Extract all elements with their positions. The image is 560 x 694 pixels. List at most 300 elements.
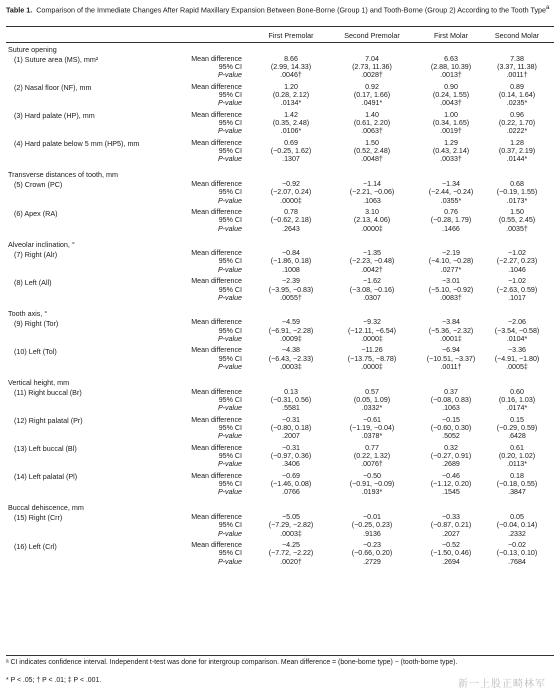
- table-cell: 7.04: [365, 54, 379, 63]
- section-title: Transverse distances of tooth, mm: [8, 170, 118, 180]
- stat-label: 95% CI: [218, 480, 242, 489]
- row-label: (5) Crown (PC): [14, 180, 63, 190]
- table-cell: (−6.91, −2.28): [268, 326, 314, 335]
- table-cell: .0307: [363, 293, 381, 302]
- stat-label: 95% CI: [218, 549, 242, 558]
- stat-label: P-value: [217, 334, 242, 343]
- table-cell: 8.66: [284, 54, 298, 63]
- table-cell: 0.78: [284, 208, 298, 216]
- table-cell: .1307: [282, 155, 300, 164]
- section-title: Tooth axis, °: [8, 308, 48, 318]
- table-cell: .0000‡: [361, 334, 383, 343]
- table-cell: (−0.13, 0.10): [496, 549, 538, 558]
- stat-label: P-value: [217, 196, 242, 205]
- stat-label: Mean difference: [191, 208, 242, 216]
- table-title: Comparison of the Immediate Changes After Rapid Maxillary Expansion Between Bone-Borne (Group 1) and Tooth-Borne (Group 2) According to the Tooth Type: [36, 5, 547, 15]
- stat-line-mean: [0, 249, 560, 257]
- table-cell: −1.02: [508, 277, 526, 286]
- table-cell: .0332*: [361, 404, 383, 413]
- table-cell: .0063†: [361, 127, 383, 136]
- table-cell: .2729: [363, 557, 381, 566]
- table-cell: 3.10: [365, 208, 379, 216]
- table-cell: .1466: [442, 224, 460, 233]
- table-cell: (−1.86, 0.18): [270, 257, 312, 266]
- table-cell: .0235*: [506, 99, 528, 108]
- row-label: (9) Right (Tor): [14, 318, 59, 328]
- stat-line-p: [0, 294, 560, 302]
- stat-line-p: [0, 530, 560, 538]
- footnote-ci: ᵃ CI indicates confidence interval. Independent t-test was done for intergroup comparison. Mean difference = (bone-borne type) − (tooth-borne type).: [6, 659, 458, 666]
- table-cell: −2.39: [282, 277, 300, 286]
- table-cell: .1545: [442, 488, 460, 497]
- table-cell: .0028†: [361, 71, 383, 80]
- stat-line-ci: [0, 257, 560, 265]
- table-cell: −0.50: [363, 471, 381, 480]
- table-cell: .0766: [282, 488, 300, 497]
- table-cell: (0.34, 1.65): [432, 119, 470, 127]
- table-cell: (2.88, 10.39): [430, 62, 472, 71]
- table-cell: −6.94: [442, 346, 460, 355]
- table-cell: .1063: [442, 404, 460, 413]
- stat-label: Mean difference: [191, 249, 242, 258]
- table-cell: .0378*: [361, 432, 383, 441]
- table-cell: (−0.08, 0.83): [430, 395, 472, 404]
- table-cell: 0.18: [510, 471, 524, 480]
- table-cell: .6428: [508, 432, 526, 441]
- table-cell: .5052: [442, 432, 460, 441]
- stat-label: 95% CI: [218, 147, 242, 156]
- stat-line-mean: [0, 139, 560, 147]
- table-cell: (−2.23, −0.48): [349, 257, 395, 266]
- table-cell: 1.42: [284, 110, 298, 119]
- table-cell: (−13.75, −8.78): [347, 354, 397, 363]
- table-cell: .2643: [282, 224, 300, 233]
- stat-line-ci: [0, 549, 560, 557]
- table-cell: .1063: [363, 196, 381, 205]
- stat-label: 95% CI: [218, 326, 242, 335]
- table-cell: .1008: [282, 265, 300, 274]
- table-cell: 1.40: [365, 110, 379, 119]
- table-cell: (−1.46, 0.08): [270, 480, 312, 489]
- stat-line-mean: [0, 318, 560, 326]
- table-cell: (−2.07, 0.24): [270, 188, 312, 197]
- table-cell: (−0.25, 0.23): [351, 521, 393, 530]
- table-cell: .0003‡: [280, 363, 302, 371]
- stat-line-ci: [0, 188, 560, 196]
- table-cell: −0.46: [442, 471, 460, 480]
- stat-line-ci: [0, 286, 560, 294]
- table-cell: (0.52, 2.48): [353, 147, 391, 156]
- table-cell: .2007: [282, 432, 300, 441]
- table-cell: (0.28, 2.12): [272, 90, 310, 99]
- table-cell: .3406: [282, 460, 300, 469]
- table-cell: 0.61: [510, 443, 524, 452]
- stat-label: 95% CI: [218, 62, 242, 71]
- table-cell: 1.50: [365, 138, 379, 147]
- table-cell: (−0.66, 0.20): [351, 549, 393, 558]
- row-label: (2) Nasal floor (NF), mm: [14, 83, 92, 93]
- table-cell: (2.73, 11.36): [352, 62, 392, 71]
- table-cell: .0174*: [506, 404, 528, 413]
- stat-line-p: [0, 558, 560, 566]
- table-cell: −0.69: [282, 471, 300, 480]
- table-cell: (−1.50, 0.46): [430, 549, 472, 558]
- table-cell: (−1.12, 0.20): [430, 480, 472, 489]
- caption-footnote-marker: a: [546, 5, 550, 11]
- stat-label: Mean difference: [191, 541, 242, 549]
- stat-line-ci: [0, 452, 560, 460]
- table-cell: .0000‡: [280, 196, 302, 205]
- stat-label: Mean difference: [191, 443, 242, 452]
- table-cell: −0.61: [363, 415, 381, 424]
- table-cell: −0.31: [282, 415, 300, 424]
- stat-label: Mean difference: [191, 54, 242, 63]
- column-header: Second Premolar: [344, 31, 400, 40]
- table-cell: .0277*: [440, 265, 462, 274]
- table-cell: −4.59: [282, 318, 300, 327]
- stat-label: P-value: [217, 99, 242, 108]
- table-cell: (−7.72, −2.22): [268, 549, 314, 558]
- table-cell: 7.38: [510, 54, 524, 63]
- stat-line-p: [0, 404, 560, 412]
- table-cell: (3.37, 11.38): [497, 62, 537, 71]
- table-cell: 0.77: [365, 443, 379, 452]
- table-cell: (−12.11, −6.54): [348, 326, 396, 335]
- table-cell: .0048†: [361, 155, 383, 164]
- stat-line-p: [0, 488, 560, 496]
- table-cell: 0.89: [510, 82, 524, 91]
- stat-label: Mean difference: [191, 82, 242, 91]
- table-cell: .0000‡: [361, 224, 383, 233]
- stat-label: P-value: [217, 155, 242, 164]
- table-cell: (−5.10, −0.92): [428, 285, 474, 294]
- table-cell: (0.05, 1.09): [353, 395, 391, 404]
- column-header: Second Molar: [494, 31, 540, 40]
- table-cell: −1.34: [442, 179, 460, 188]
- table-cell: .7684: [508, 557, 526, 566]
- table-cell: (0.14, 1.64): [498, 90, 536, 99]
- table-cell: −2.06: [508, 318, 526, 327]
- table-cell: .2027: [442, 529, 460, 538]
- table-cell: (−0.27, 0.91): [430, 452, 472, 460]
- stat-line-p: [0, 363, 560, 371]
- stat-label: P-value: [217, 265, 242, 274]
- table-cell: −4.38: [282, 346, 300, 355]
- stat-line-p: [0, 99, 560, 107]
- table-cell: (−2.44, −0.24): [428, 188, 474, 197]
- table-cell: −0.01: [363, 512, 381, 521]
- table-cell: 0.96: [510, 110, 524, 119]
- table-cell: .0173*: [506, 196, 528, 205]
- table-cell: .1017: [508, 293, 526, 302]
- table-cell: .5581: [282, 404, 300, 413]
- stat-label: 95% CI: [218, 452, 242, 460]
- stat-line-ci: [0, 327, 560, 335]
- stat-label: P-value: [217, 363, 242, 371]
- stat-label: P-value: [217, 127, 242, 136]
- header-rule: [6, 42, 554, 43]
- table-cell: (0.17, 1.66): [353, 90, 391, 99]
- table-cell: (2.99, 14.33): [270, 62, 312, 71]
- table-cell: −0.33: [442, 512, 460, 521]
- row-label: (7) Right (Alr): [14, 249, 58, 259]
- stat-line-ci: [0, 147, 560, 155]
- table-cell: .0042†: [361, 265, 383, 274]
- table-cell: 0.90: [444, 82, 458, 91]
- table-cell: (−7.29, −2.82): [268, 521, 314, 530]
- section-title: Buccal dehiscence, mm: [8, 503, 84, 513]
- table-cell: (0.61, 2.20): [353, 119, 391, 127]
- table-cell: .0076†: [361, 460, 383, 469]
- stat-line-mean: [0, 55, 560, 63]
- table-cell: .0144*: [506, 155, 528, 164]
- stat-label: Mean difference: [191, 179, 242, 188]
- row-label: (14) Left palatal (Pl): [14, 472, 78, 482]
- stat-line-ci: [0, 424, 560, 432]
- table-cell: .0035†: [506, 224, 528, 233]
- table-cell: .0046†: [280, 71, 302, 80]
- stat-line-mean: [0, 346, 560, 354]
- table-cell: 0.69: [284, 138, 298, 147]
- table-cell: (−0.25, 1.62): [270, 147, 312, 156]
- stat-line-mean: [0, 444, 560, 452]
- row-label: (10) Left (Tol): [14, 346, 57, 356]
- table-cell: −0.84: [282, 249, 300, 258]
- stat-line-mean: [0, 277, 560, 285]
- stat-label: 95% CI: [218, 90, 242, 99]
- table-cell: .0113*: [507, 460, 527, 469]
- table-cell: (−0.31, 0.56): [270, 395, 312, 404]
- stat-line-p: [0, 335, 560, 343]
- row-label: (15) Right (Crr): [14, 513, 63, 523]
- table-cell: −4.25: [282, 541, 300, 549]
- bottom-rule: [6, 655, 554, 656]
- table-cell: (−0.18, 0.55): [496, 480, 538, 489]
- stat-label: 95% CI: [218, 285, 242, 294]
- stat-label: 95% CI: [218, 188, 242, 197]
- table-cell: (0.43, 2.14): [432, 147, 470, 156]
- table-cell: .9136: [363, 529, 381, 538]
- table-cell: −1.35: [363, 249, 381, 258]
- stat-line-mean: [0, 472, 560, 480]
- table-cell: .0011†: [506, 71, 528, 80]
- table-cell: −11.26: [361, 346, 383, 355]
- table-cell: 1.20: [284, 82, 298, 91]
- row-label: (3) Hard palate (HP), mm: [14, 111, 95, 121]
- table-cell: 0.37: [444, 387, 458, 396]
- table-cell: −1.02: [508, 249, 526, 258]
- table-cell: (−2.21, −0.06): [349, 188, 395, 197]
- table-cell: 0.68: [510, 179, 524, 188]
- table-cell: (0.37, 2.19): [498, 147, 536, 156]
- table-cell: .0134*: [280, 99, 302, 108]
- table-cell: 0.15: [510, 415, 524, 424]
- table-cell: (−4.10, −0.28): [428, 257, 474, 266]
- table-caption: [6, 4, 554, 14]
- table-cell: (−0.04, 0.14): [496, 521, 538, 530]
- table-cell: .0083†: [440, 293, 462, 302]
- table-cell: .0033†: [440, 155, 462, 164]
- row-label: (13) Left buccal (Bl): [14, 444, 77, 454]
- table-cell: .0011†: [440, 363, 462, 371]
- table-cell: .0491*: [361, 99, 383, 108]
- stat-line-ci: [0, 396, 560, 404]
- stat-label: P-value: [217, 293, 242, 302]
- table-cell: (−0.97, 0.36): [270, 452, 312, 460]
- table-cell: .0019†: [440, 127, 462, 136]
- table-cell: .1046: [508, 265, 526, 274]
- table-cell: .0003‡: [280, 529, 302, 538]
- stat-label: P-value: [217, 460, 242, 469]
- top-rule: [6, 26, 554, 27]
- table-cell: −3.36: [508, 346, 526, 355]
- table-cell: (0.55, 2.45): [498, 216, 536, 225]
- stat-label: Mean difference: [191, 387, 242, 396]
- stat-label: 95% CI: [218, 423, 242, 432]
- table-cell: (−3.08, −0.16): [349, 285, 395, 294]
- table-cell: .0193*: [361, 488, 383, 497]
- table-cell: 0.92: [365, 82, 379, 91]
- table-label: Table 1.: [6, 5, 33, 15]
- column-header: First Premolar: [268, 31, 314, 40]
- stat-line-ci: [0, 480, 560, 488]
- table-cell: .0001‡: [440, 334, 462, 343]
- stat-label: Mean difference: [191, 138, 242, 147]
- table-cell: −3.84: [442, 318, 460, 327]
- table-cell: 0.13: [284, 387, 298, 396]
- table-cell: (0.24, 1.55): [432, 90, 470, 99]
- table-cell: .3847: [508, 488, 526, 497]
- table-cell: 0.60: [510, 387, 524, 396]
- row-label: (4) Hard palate below 5 mm (HP5), mm: [14, 139, 140, 149]
- table-cell: (−0.62, 2.18): [270, 216, 312, 225]
- stat-label: P-value: [217, 529, 242, 538]
- table-cell: (−3.95, −0.83): [268, 285, 314, 294]
- stat-line-mean: [0, 111, 560, 119]
- stat-label: 95% CI: [218, 521, 242, 530]
- row-label: (12) Right palatal (Pr): [14, 416, 83, 426]
- stat-label: Mean difference: [191, 415, 242, 424]
- table-cell: .2689: [442, 460, 460, 469]
- stat-line-p: [0, 266, 560, 274]
- section-title: Vertical height, mm: [8, 378, 70, 387]
- table-cell: (−0.91, −0.09): [349, 480, 395, 489]
- section-title: Suture opening: [8, 45, 57, 54]
- table-cell: −9.32: [363, 318, 381, 327]
- column-header: First Molar: [434, 31, 468, 40]
- table-cell: 0.76: [444, 208, 458, 216]
- table-cell: −1.62: [363, 277, 381, 286]
- table-cell: .0009‡: [280, 334, 302, 343]
- table-cell: (−2.27, 0.23): [496, 257, 538, 266]
- table-cell: 6.63: [444, 54, 458, 63]
- stat-line-mean: [0, 416, 560, 424]
- stat-line-ci: [0, 119, 560, 127]
- stat-line-p: [0, 225, 560, 233]
- row-label: (16) Left (Crl): [14, 541, 57, 551]
- stat-line-mean: [0, 208, 560, 216]
- row-label: (11) Right buccal (Br): [14, 388, 82, 397]
- table-cell: −0.92: [282, 179, 300, 188]
- table-cell: (−0.19, 1.55): [496, 188, 538, 197]
- row-label: (1) Suture area (MS), mm²: [14, 55, 99, 64]
- table-cell: (−0.28, 1.79): [430, 216, 472, 225]
- table-cell: (−3.54, −0.58): [494, 326, 540, 335]
- row-label: (6) Apex (RA): [14, 208, 58, 218]
- table-cell: −0.15: [442, 415, 460, 424]
- table-cell: (−2.63, 0.59): [496, 285, 538, 294]
- table-cell: (−0.80, 0.18): [270, 423, 312, 432]
- table-cell: .0000‡: [361, 363, 383, 371]
- table-cell: 0.05: [510, 512, 524, 521]
- stat-label: 95% CI: [218, 257, 242, 266]
- table-cell: 1.28: [510, 138, 524, 147]
- table-cell: 1.50: [510, 208, 524, 216]
- table-cell: −5.05: [282, 512, 300, 521]
- stat-line-ci: [0, 216, 560, 224]
- table-cell: (0.22, 1.70): [498, 119, 536, 127]
- section-title: Alveolar inclination, °: [8, 239, 75, 249]
- table-cell: .0222*: [506, 127, 528, 136]
- stat-line-p: [0, 155, 560, 163]
- stat-line-ci: [0, 63, 560, 71]
- table-cell: .0013†: [440, 71, 462, 80]
- table-cell: (−1.19, −0.04): [349, 423, 395, 432]
- table-cell: (−4.91, −1.80): [494, 354, 540, 363]
- table-cell: −0.52: [442, 541, 460, 549]
- stat-line-ci: [0, 355, 560, 363]
- stat-label: Mean difference: [191, 277, 242, 286]
- table-cell: .0055†: [280, 293, 302, 302]
- stat-label: P-value: [217, 404, 242, 413]
- stat-label: Mean difference: [191, 471, 242, 480]
- table-cell: (−5.36, −2.32): [428, 326, 474, 335]
- stat-label: Mean difference: [191, 346, 242, 355]
- table-cell: −2.19: [442, 249, 460, 258]
- table-cell: .0355*: [440, 196, 462, 205]
- watermark: 新一上股正畸林军: [458, 679, 546, 690]
- stat-line-p: [0, 460, 560, 468]
- table-cell: −3.01: [442, 277, 460, 286]
- table-cell: −0.23: [363, 541, 381, 549]
- row-label: (8) Left (All): [14, 277, 52, 287]
- stat-line-p: [0, 71, 560, 79]
- table-cell: (0.35, 2.48): [272, 119, 310, 127]
- table-cell: .0104*: [506, 334, 528, 343]
- table-cell: −0.02: [508, 541, 526, 549]
- stat-line-mean: [0, 388, 560, 396]
- table-cell: (−0.87, 0.21): [430, 521, 472, 530]
- footnote-significance: * P < .05; † P < .01; ‡ P < .001.: [6, 677, 102, 684]
- stat-label: Mean difference: [191, 110, 242, 119]
- stat-label: P-value: [217, 557, 242, 566]
- table-cell: 1.29: [444, 138, 458, 147]
- table-cell: (−10.51, −3.37): [426, 354, 476, 363]
- stat-label: P-value: [217, 488, 242, 497]
- stat-label: 95% CI: [218, 395, 242, 404]
- stat-label: Mean difference: [191, 512, 242, 521]
- table-cell: .0106*: [280, 127, 302, 136]
- table-cell: 0.57: [365, 387, 379, 396]
- table-cell: (2.13, 4.06): [353, 216, 391, 225]
- stat-line-ci: [0, 91, 560, 99]
- stat-line-ci: [0, 521, 560, 529]
- table-cell: 0.32: [444, 443, 458, 452]
- stat-line-p: [0, 197, 560, 205]
- stat-label: 95% CI: [218, 119, 242, 127]
- table-cell: .0043†: [440, 99, 462, 108]
- table-cell: .0005‡: [506, 363, 528, 371]
